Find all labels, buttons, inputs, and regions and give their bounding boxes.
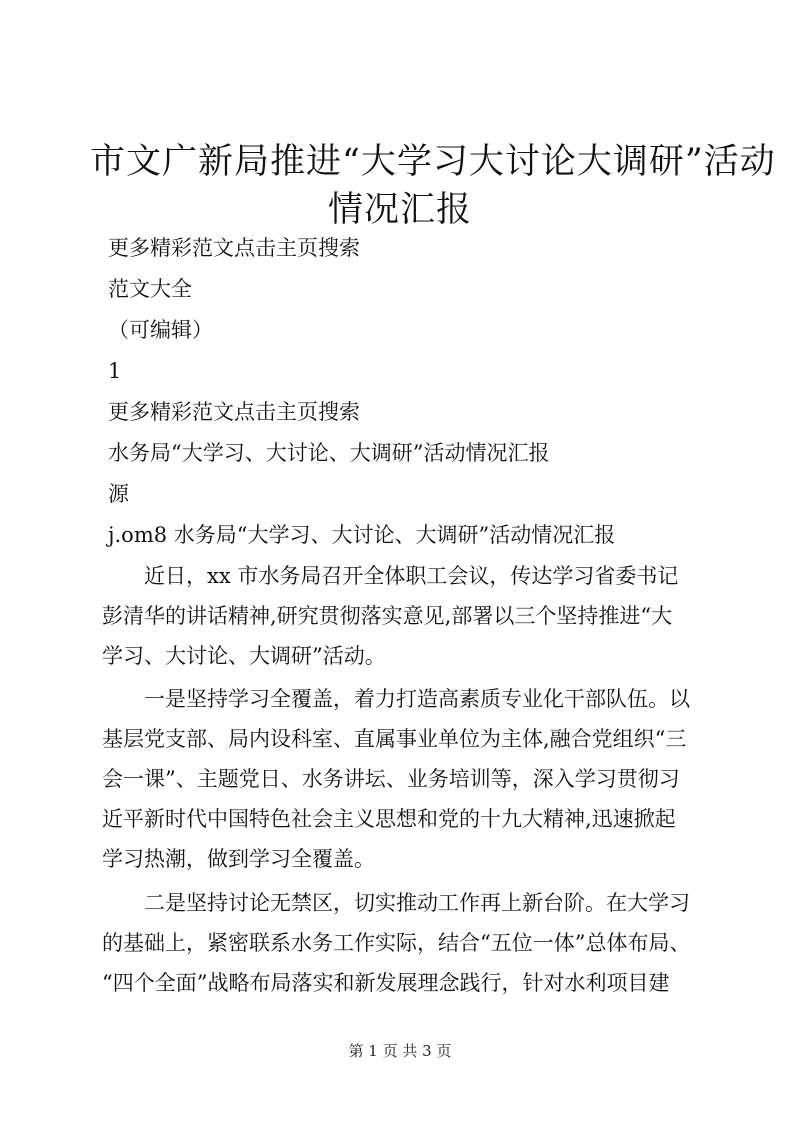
paragraph-line: 彭清华的讲话精神,研究贯彻落实意见,部署以三个坚持推进“大 [102,604,673,628]
paragraph-line: 的基础上，紧密联系水务工作实际，结合“五位一体”总体布局、 [102,931,691,955]
text-line: 更多精彩范文点击主页搜索 [108,400,360,424]
paragraph-line: 一是坚持学习全覆盖，着力打造高素质专业化干部队伍。以 [102,687,690,711]
document-title [90,138,776,234]
text-line: （可编辑） [108,318,213,342]
text-line: 1 [108,359,122,383]
paragraph-line: 学习热潮，做到学习全覆盖。 [102,847,375,871]
body-paragraph [102,556,708,676]
body-paragraph [102,883,708,1003]
text-line: 范文大全 [108,277,192,301]
paragraph-line: 学习、大讨论、大调研”活动。 [102,644,386,668]
title-line: 市文广新局推进“大学习大讨论大调研”活动 [90,142,776,182]
page-footer: 第 1 页 共 3 页 [348,1042,452,1060]
paragraph-line: 近日，xx 市水务局召开全体职工会议，传达学习省委书记 [102,564,679,588]
text-line: 水务局“大学习、大讨论、大调研”活动情况汇报 [108,441,550,465]
body-paragraph [102,679,708,879]
paragraph-line: 二是坚持讨论无禁区，切实推动工作再上新台阶。在大学习 [102,891,690,915]
text-line: 更多精彩范文点击主页搜索 [108,236,360,260]
paragraph-line: 会一课”、主题党日、水务讲坛、业务培训等，深入学习贯彻习 [102,767,680,791]
text-line: 源 [108,482,129,506]
paragraph-line: 基层党支部、局内设科室、直属事业单位为主体,融合党组织“三 [102,727,687,751]
paragraph-line: “四个全面”战略布局落实和新发展理念践行，针对水利项目建 [102,971,670,995]
paragraph-line: 近平新时代中国特色社会主义思想和党的十九大精神,迅速掀起 [102,807,676,831]
text-line: j.om8 水务局“大学习、大讨论、大调研”活动情况汇报 [108,523,616,547]
title-line: 情况汇报 [327,190,472,230]
